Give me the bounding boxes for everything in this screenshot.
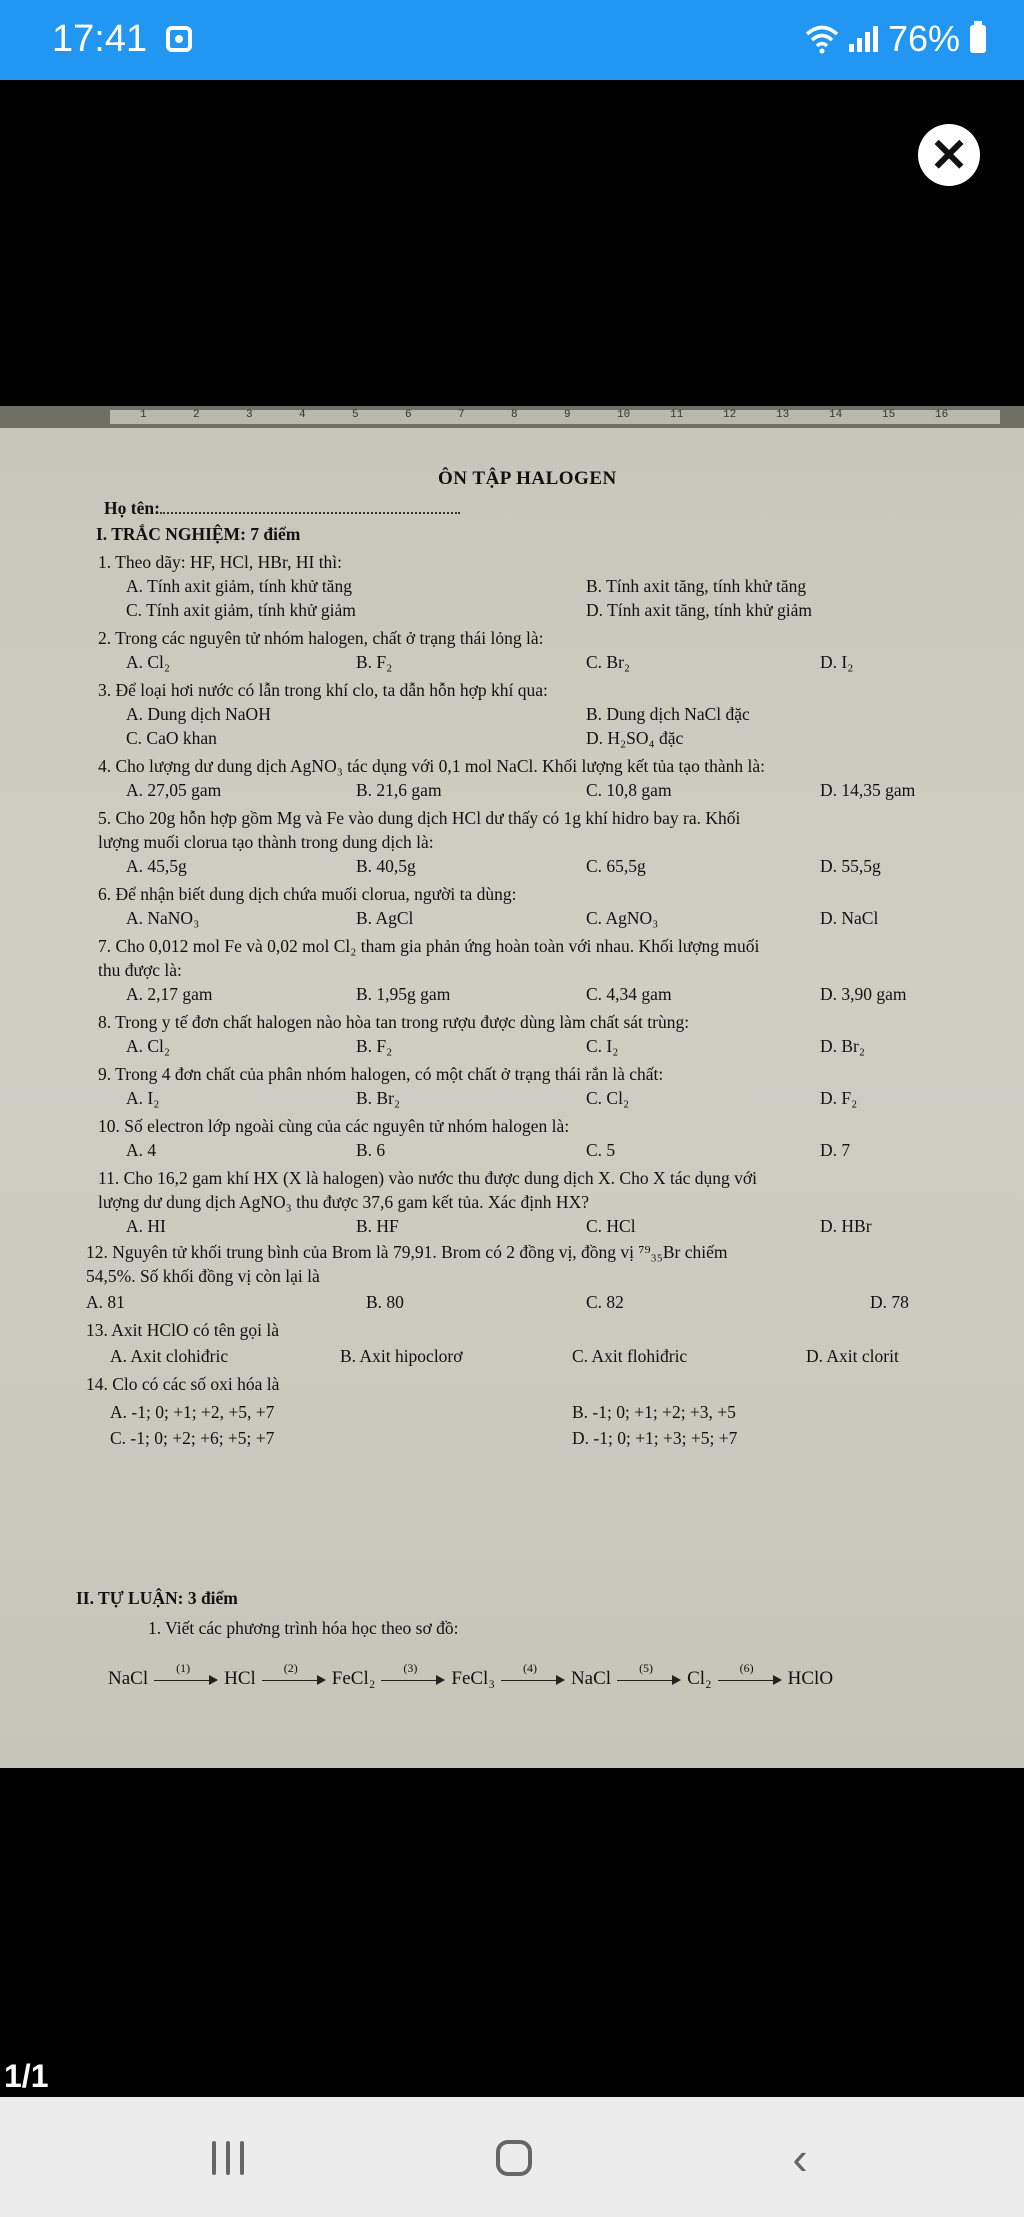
answer-1a[interactable]: A. Tính axit giảm, tính khử tăng — [126, 576, 352, 596]
arrow-label: (3) — [403, 1661, 418, 1675]
ruler-numbers — [140, 409, 988, 421]
answer-6b[interactable]: B. AgCl — [356, 908, 414, 928]
answer-10c[interactable]: C. 5 — [586, 1140, 616, 1160]
scheme-substance: FeCl₂ — [331, 1668, 376, 1689]
ruler-number: 14 — [829, 409, 843, 421]
arrow-label: (4) — [522, 1661, 537, 1675]
answer-4d[interactable]: D. 14,35 gam — [820, 780, 916, 800]
scheme-substance: HCl — [224, 1668, 256, 1689]
question-11: 11. Cho 16,2 gam khí HX (X là halogen) vào nước thu được dung dịch X. Cho X tác dụng với — [98, 1168, 757, 1188]
ruler-number: 16 — [935, 409, 949, 421]
answer-8c[interactable]: C. I₂ — [586, 1036, 619, 1056]
section-heading-2: II. TỰ LUẬN: 3 điểm — [76, 1588, 238, 1608]
answer-13c[interactable]: C. Axit flohiđric — [572, 1346, 688, 1366]
answer-7b[interactable]: B. 1,95g gam — [356, 984, 451, 1004]
answer-10d[interactable]: D. 7 — [820, 1140, 851, 1160]
answer-2c[interactable]: C. Br₂ — [586, 652, 631, 672]
question-5-cont: lượng muối clorua tạo thành trong dung dịch là: — [98, 832, 434, 852]
answer-5d[interactable]: D. 55,5g — [820, 856, 881, 876]
page-title: ÔN TẬP HALOGEN — [438, 468, 617, 489]
answer-7c[interactable]: C. 4,34 gam — [586, 984, 672, 1004]
answer-3b[interactable]: B. Dung dịch NaCl đặc — [586, 704, 750, 724]
answer-5c[interactable]: C. 65,5g — [586, 856, 646, 876]
status-bar — [0, 0, 1024, 80]
battery-percent: 76% — [887, 18, 960, 59]
name-label: Họ tên: — [104, 498, 160, 518]
ruler-number: 13 — [776, 409, 790, 421]
ruler-number: 8 — [511, 409, 518, 421]
answer-9a[interactable]: A. I₂ — [126, 1088, 160, 1108]
question-1: 1. Theo dãy: HF, HCl, HBr, HI thì: — [98, 552, 343, 572]
arrow-label: (6) — [739, 1661, 754, 1675]
question-14: 14. Clo có các số oxi hóa là — [86, 1374, 280, 1394]
ruler-number: 2 — [193, 409, 200, 421]
status-right — [805, 18, 986, 60]
answer-14d[interactable]: D. -1; 0; +1; +3; +5; +7 — [572, 1428, 738, 1448]
question-2: 2. Trong các nguyên tử nhóm halogen, chất ở trạng thái lỏng là: — [98, 628, 544, 648]
scheme-substance: NaCl — [570, 1668, 612, 1689]
answer-9d[interactable]: D. F₂ — [820, 1088, 858, 1108]
document-photo — [0, 428, 1024, 1768]
question-8: 8. Trong y tế đơn chất halogen nào hòa tan trong rượu được dùng làm chất sát trùng: — [98, 1012, 690, 1032]
question-5: 5. Cho 20g hỗn hợp gồm Mg và Fe vào dung dịch HCl dư thấy có 1g khí hidro bay ra. Khối — [98, 808, 741, 828]
scheme-substance: Cl₂ — [687, 1668, 712, 1689]
ruler-number: 6 — [405, 409, 412, 421]
answer-2d[interactable]: D. I₂ — [820, 652, 854, 672]
answer-12d[interactable]: D. 78 — [870, 1292, 909, 1312]
answer-4a[interactable]: A. 27,05 gam — [126, 780, 222, 800]
answer-3c[interactable]: C. CaO khan — [126, 728, 217, 748]
answer-4c[interactable]: C. 10,8 gam — [586, 780, 672, 800]
back-icon: ‹ — [792, 2132, 808, 2184]
home-icon — [496, 2140, 532, 2176]
scheme-arrow-4 — [501, 1661, 565, 1689]
answer-6d[interactable]: D. NaCl — [820, 908, 879, 928]
wifi-icon — [805, 24, 839, 54]
question-7-cont: thu được là: — [98, 960, 182, 980]
answer-8a[interactable]: A. Cl₂ — [126, 1036, 171, 1056]
name-field — [104, 498, 460, 519]
answer-4b[interactable]: B. 21,6 gam — [356, 780, 442, 800]
answer-9b[interactable]: B. Br₂ — [356, 1088, 401, 1108]
arrow-label: (1) — [176, 1661, 191, 1675]
answer-10a[interactable]: A. 4 — [126, 1140, 157, 1160]
answer-2b[interactable]: B. F₂ — [356, 652, 393, 672]
answer-12b[interactable]: B. 80 — [366, 1292, 404, 1312]
question-10: 10. Số electron lớp ngoài cùng của các nguyên tử nhóm halogen là: — [98, 1116, 570, 1136]
ruler-number: 1 — [140, 409, 147, 421]
scheme-substance: FeCl₃ — [451, 1668, 495, 1689]
answer-1c[interactable]: C. Tính axit giảm, tính khử giảm — [126, 600, 356, 620]
answer-11c[interactable]: C. HCl — [586, 1216, 636, 1236]
notification-icon — [166, 26, 192, 52]
answer-12c[interactable]: C. 82 — [586, 1292, 624, 1312]
scheme-arrow-5 — [617, 1661, 681, 1689]
answer-11d[interactable]: D. HBr — [820, 1216, 872, 1236]
home-button[interactable] — [484, 2133, 544, 2183]
question-6: 6. Để nhận biết dung dịch chứa muối clorua, người ta dùng: — [98, 884, 517, 904]
answer-3d[interactable]: D. H₂SO₄ đặc — [586, 728, 684, 748]
signal-icon — [849, 26, 878, 52]
ruler-number: 11 — [670, 409, 684, 421]
answer-14a[interactable]: A. -1; 0; +1; +2, +5, +7 — [110, 1402, 275, 1422]
answer-6a[interactable]: A. NaNO₃ — [126, 908, 200, 928]
answer-7a[interactable]: A. 2,17 gam — [126, 984, 213, 1004]
scheme-arrow-3 — [381, 1661, 445, 1689]
answer-3a[interactable]: A. Dung dịch NaOH — [126, 704, 271, 724]
answer-14c[interactable]: C. -1; 0; +2; +6; +5; +7 — [110, 1428, 275, 1448]
ruler-number: 9 — [564, 409, 571, 421]
scheme-arrow-1 — [154, 1661, 218, 1689]
question-12-cont: 54,5%. Số khối đồng vị còn lại là — [86, 1266, 320, 1286]
ruler-number: 3 — [246, 409, 253, 421]
answer-10b[interactable]: B. 6 — [356, 1140, 386, 1160]
answer-7d[interactable]: D. 3,90 gam — [820, 984, 907, 1004]
arrow-label: (2) — [283, 1661, 298, 1675]
recent-apps-icon — [226, 2141, 230, 2175]
section-heading: I. TRẮC NGHIỆM: 7 điểm — [96, 524, 301, 544]
document-ruler — [0, 406, 1024, 428]
answer-2a[interactable]: A. Cl₂ — [126, 652, 171, 672]
question-3: 3. Để loại hơi nước có lẫn trong khí clo, ta dẫn hỗn hợp khí qua: — [98, 680, 548, 700]
scheme-substance: HClO — [787, 1668, 834, 1689]
question-9: 9. Trong 4 đơn chất của phân nhóm halogen, có một chất ở trạng thái rắn là chất: — [98, 1064, 664, 1084]
recent-apps-button[interactable] — [198, 2133, 258, 2183]
battery-icon — [970, 25, 986, 53]
answer-13d[interactable]: D. Axit clorit — [806, 1346, 899, 1366]
answer-8d[interactable]: D. Br₂ — [820, 1036, 865, 1056]
answer-13a[interactable]: A. Axit clohiđric — [110, 1346, 229, 1366]
recent-apps-icon — [240, 2141, 244, 2175]
answer-6c[interactable]: C. AgNO₃ — [586, 908, 659, 928]
answer-12a[interactable]: A. 81 — [86, 1292, 125, 1312]
answer-14b[interactable]: B. -1; 0; +1; +2; +3, +5 — [572, 1402, 736, 1422]
question-7: 7. Cho 0,012 mol Fe và 0,02 mol Cl₂ tham gia phản ứng hoàn toàn với nhau. Khối lượng muối — [98, 936, 760, 956]
status-time: 17:41 — [52, 18, 148, 60]
ruler-number: 4 — [299, 409, 306, 421]
answer-5b[interactable]: B. 40,5g — [356, 856, 416, 876]
ruler-number: 15 — [882, 409, 896, 421]
scheme-arrow-6 — [718, 1661, 782, 1689]
answer-11a[interactable]: A. HI — [126, 1216, 166, 1236]
essay-question-1: 1. Viết các phương trình hóa học theo sơ đồ: — [148, 1618, 459, 1638]
answer-9c[interactable]: C. Cl₂ — [586, 1088, 630, 1108]
answer-8b[interactable]: B. F₂ — [356, 1036, 393, 1056]
answer-11b[interactable]: B. HF — [356, 1216, 399, 1236]
question-4: 4. Cho lượng dư dung dịch AgNO₃ tác dụng với 0,1 mol NaCl. Khối lượng kết tủa tạo thành là: — [98, 756, 765, 776]
close-icon: ✕ — [929, 129, 969, 181]
page-indicator: 1/1 — [4, 2058, 49, 2094]
ruler-number: 12 — [723, 409, 737, 421]
navigation-bar — [0, 2097, 1024, 2217]
answer-13b[interactable]: B. Axit hipoclorơ — [340, 1346, 463, 1366]
back-button[interactable] — [770, 2133, 830, 2183]
answer-5a[interactable]: A. 45,5g — [126, 856, 187, 876]
recent-apps-icon — [212, 2141, 216, 2175]
name-dots — [160, 512, 460, 514]
answer-1b[interactable]: B. Tính axit tăng, tính khử tăng — [586, 576, 807, 596]
scheme-substance: NaCl — [108, 1668, 149, 1689]
ruler-number: 10 — [617, 409, 631, 421]
question-11-cont: lượng dư dung dịch AgNO₃ thu được 37,6 gam kết tủa. Xác định HX? — [98, 1192, 589, 1212]
ruler-number: 5 — [352, 409, 359, 421]
close-button[interactable] — [918, 124, 980, 186]
question-12: 12. Nguyên tử khối trung bình của Brom là 79,91. Brom có 2 đồng vị, đồng vị ⁷⁹₃₅Br chiếm — [86, 1242, 728, 1262]
question-13: 13. Axit HClO có tên gọi là — [86, 1320, 279, 1340]
arrow-label: (5) — [639, 1661, 654, 1675]
ruler-number: 7 — [458, 409, 465, 421]
scheme-arrow-2 — [262, 1661, 326, 1689]
reaction-scheme — [108, 1661, 834, 1690]
answer-1d[interactable]: D. Tính axit tăng, tính khử giảm — [586, 600, 812, 620]
